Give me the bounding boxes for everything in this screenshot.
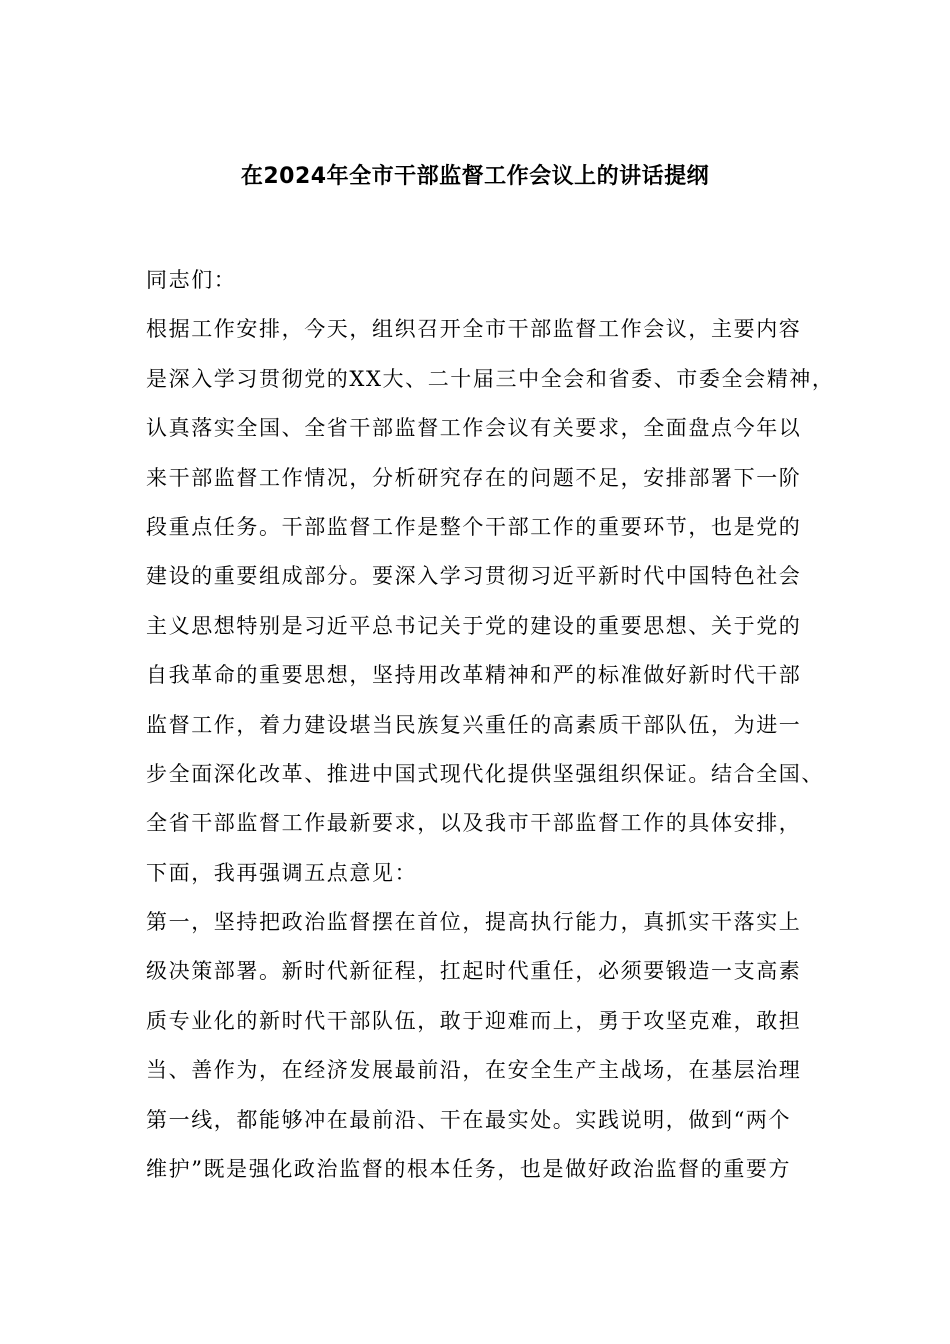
body-line: 自我革命的重要思想，坚持用改革精神和严的标准做好新时代干部 xyxy=(146,663,802,688)
body-line: 认真落实全国、全省干部监督工作会议有关要求，全面盘点今年以 xyxy=(146,416,802,441)
body-line: 当、善作为，在经济发展最前沿，在安全生产主战场，在基层治理 xyxy=(146,1058,802,1083)
document-body xyxy=(146,256,835,1194)
document-title: 在2024年全市干部监督工作会议上的讲话提纲 xyxy=(240,164,710,189)
body-line: 来干部监督工作情况，分析研究存在的问题不足，安排部署下一阶 xyxy=(146,465,802,490)
body-line: 第一，坚持把政治监督摆在首位，提高执行能力，真抓实干落实上 xyxy=(146,910,802,935)
body-line: 步全面深化改革、推进中国式现代化提供坚强组织保证。结合全国、 xyxy=(146,761,824,786)
body-line: 监督工作，着力建设堪当民族复兴重任的高素质干部队伍，为进一 xyxy=(146,712,802,737)
body-line: 是深入学习贯彻党的XX大、二十届三中全会和省委、市委全会精神， xyxy=(146,366,835,391)
body-line: 维护”既是强化政治监督的根本任务，也是做好政治监督的重要方 xyxy=(146,1157,792,1182)
body-line: 质专业化的新时代干部队伍，敢于迎难而上，勇于攻坚克难，敢担 xyxy=(146,1008,802,1033)
body-line: 全省干部监督工作最新要求，以及我市干部监督工作的具体安排， xyxy=(146,811,802,836)
body-line: 级决策部署。新时代新征程，扛起时代重任，必须要锻造一支高素 xyxy=(146,959,802,984)
body-line: 主义思想特别是习近平总书记关于党的建设的重要思想、关于党的 xyxy=(146,613,802,638)
salutation: 同志们： xyxy=(146,268,237,292)
body-line: 第一线，都能够冲在最前沿、干在最实处。实践说明，做到“两个 xyxy=(146,1107,792,1132)
body-line: 下面，我再强调五点意见： xyxy=(146,860,418,885)
body-line: 根据工作安排，今天，组织召开全市干部监督工作会议，主要内容 xyxy=(146,317,802,342)
body-line: 段重点任务。干部监督工作是整个干部工作的重要环节，也是党的 xyxy=(146,514,802,539)
body-line: 建设的重要组成部分。要深入学习贯彻习近平新时代中国特色社会 xyxy=(146,564,802,589)
